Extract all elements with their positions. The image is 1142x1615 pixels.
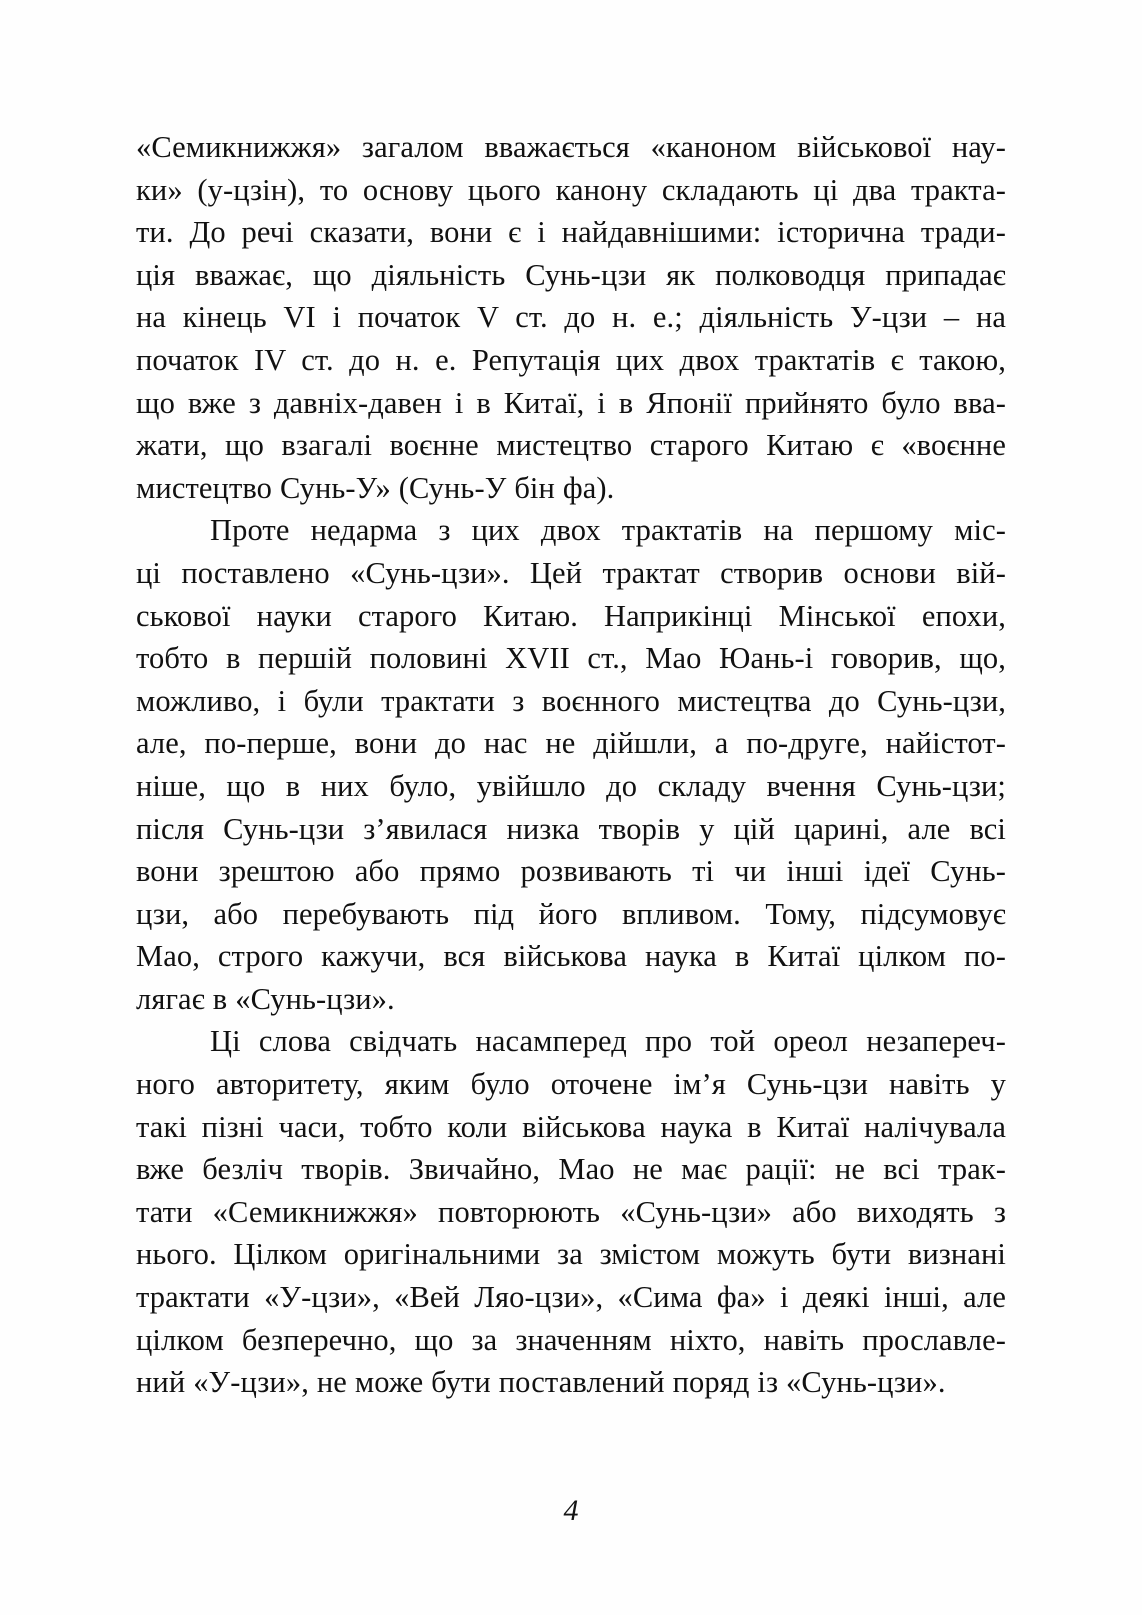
text-line: цілком безперечно, що за значенням ніхто, навіть прославле-	[136, 1322, 1006, 1357]
text-line: після Сунь-цзи з’явилася низка творів у цій царині, але всі	[136, 811, 1006, 846]
page-text-block	[136, 126, 1006, 1404]
text-line: ти. До речі сказати, вони є і найдавнішими: історична тради-	[136, 215, 1006, 250]
text-line: цзи, або перебувають під його впливом. Тому, підсумовує	[136, 896, 1006, 931]
text-line: на кінець VI і початок V ст. до н. е.; діяльність У-цзи – на	[136, 300, 1007, 335]
paragraph-2	[136, 509, 1006, 1020]
text-line: Мао, строго кажучи, вся військова наука в Китаї цілком по-	[136, 939, 1007, 974]
text-line: «Семикнижжя» загалом вважається «каноном військової нау-	[136, 130, 1006, 164]
text-line: жати, що взагалі воєнне мистецтво старого Китаю є «воєнне	[136, 428, 1006, 463]
text-line: вони зрештою або прямо розвивають ті чи інші ідеї Сунь-	[136, 854, 1007, 889]
text-line: тати «Семикнижжя» повторюють «Сунь-цзи» або виходять з	[136, 1194, 1007, 1229]
text-line: що вже з давніх-давен і в Китаї, і в Японії прийнято було вва-	[136, 385, 1006, 420]
text-line: початок IV ст. до н. е. Репутація цих двох трактатів є такою,	[136, 342, 1006, 377]
text-line: але, по-перше, вони до нас не дійшли, а по-друге, найістот-	[136, 726, 1006, 761]
text-line: ськової науки старого Китаю. Наприкінці Мінської епохи,	[136, 598, 1006, 633]
text-line: трактати «У-цзи», «Вей Ляо-цзи», «Сима фа» і деякі інші, але	[136, 1280, 1006, 1315]
paragraph-3	[136, 1020, 1006, 1403]
text-line: лягає в «Сунь-цзи».	[136, 981, 395, 1016]
text-line: Проте недарма з цих двох трактатів на першому міс-	[210, 513, 1006, 548]
text-line: мистецтво Сунь-У» (Сунь-У бін фа).	[136, 470, 615, 505]
text-line: ного авторитету, яким було оточене ім’я Сунь-цзи навіть у	[136, 1067, 1006, 1102]
text-line: ція вважає, що діяльність Сунь-цзи як полководця припадає	[136, 257, 1006, 292]
text-line: вже безліч творів. Звичайно, Мао не має рації: не всі трак-	[136, 1152, 1007, 1187]
text-line: такі пізні часи, тобто коли військова наука в Китаї налічувала	[136, 1109, 1007, 1144]
text-line: ці поставлено «Сунь-цзи». Цей трактат створив основи вій-	[136, 555, 1006, 590]
page-number: 4	[563, 1494, 579, 1527]
text-line: ки» (у-цзін), то основу цього канону складають ці два тракта-	[136, 172, 1006, 207]
text-line: ний «У-цзи», не може бути поставлений поряд із «Сунь-цзи».	[136, 1365, 946, 1400]
text-line: ніше, що в них було, увійшло до складу вчення Сунь-цзи;	[136, 768, 1006, 803]
text-line: Ці слова свідчать насамперед про той ореол незапереч-	[210, 1024, 1006, 1059]
text-line: нього. Цілком оригінальними за змістом можуть бути визнані	[136, 1237, 1006, 1272]
text-line: тобто в першій половині XVII ст., Мао Юань-і говорив, що,	[136, 641, 1006, 676]
text-line: можливо, і були трактати з воєнного мистецтва до Сунь-цзи,	[136, 683, 1006, 718]
paragraph-1	[136, 126, 1006, 509]
